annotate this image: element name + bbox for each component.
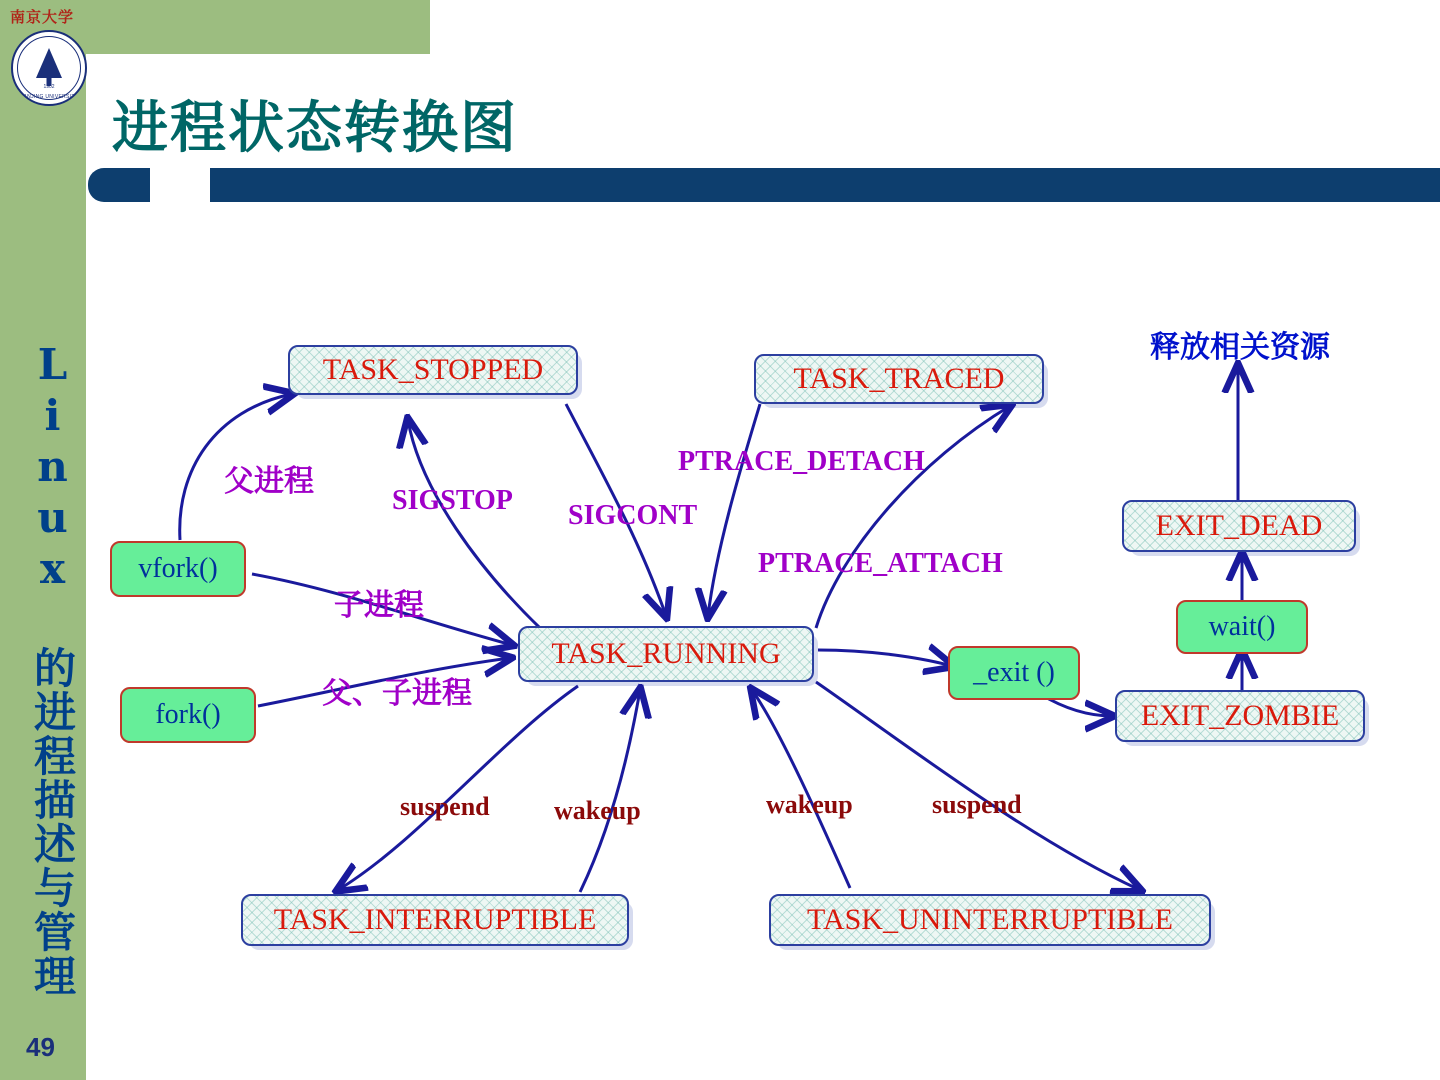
state-exit-zombie[interactable] <box>1115 690 1365 742</box>
edge-label-sigcont: SIGCONT <box>568 500 698 531</box>
state-task-running[interactable] <box>518 626 814 682</box>
edge-label-suspend-right: suspend <box>932 790 1022 819</box>
state-task-interruptible[interactable] <box>241 894 629 946</box>
edge-label-child-process: 子进程 <box>334 588 424 623</box>
logo-caption: NANJING UNIVERSITY <box>19 94 79 100</box>
state-label: TASK_INTERRUPTIBLE <box>273 903 597 936</box>
edge-label-sigstop: SIGSTOP <box>392 485 513 516</box>
state-label: EXIT_ZOMBIE <box>1140 699 1340 732</box>
call-label: _exit () <box>973 657 1055 688</box>
edge-label-suspend-left: suspend <box>400 792 490 821</box>
call-label: fork() <box>155 699 221 730</box>
edge-label-parent-and-child: 父、子进程 <box>322 676 472 711</box>
state-task-traced[interactable] <box>754 354 1044 404</box>
call-wait[interactable] <box>1176 600 1308 654</box>
call-vfork[interactable] <box>110 541 246 597</box>
call-exit[interactable] <box>948 646 1080 700</box>
state-label: TASK_STOPPED <box>322 353 544 386</box>
page-title: 进程状态转换图 <box>112 96 518 161</box>
state-label: TASK_UNINTERRUPTIBLE <box>807 903 1173 936</box>
edge-label-ptrace-detach: PTRACE_DETACH <box>678 446 925 477</box>
sidebar-vertical-title: Linux 的进程描述与管理 <box>28 340 77 998</box>
slide-number: 49 <box>26 1032 55 1062</box>
call-label: vfork() <box>138 553 218 584</box>
state-label: TASK_RUNNING <box>551 637 781 670</box>
logo-year: 1902 <box>43 84 55 90</box>
state-task-stopped[interactable] <box>288 345 578 395</box>
call-label: wait() <box>1208 611 1276 642</box>
logo-wordmark: 南京大学 <box>10 8 75 26</box>
state-label: EXIT_DEAD <box>1155 509 1323 542</box>
state-exit-dead[interactable] <box>1122 500 1356 552</box>
state-label: TASK_TRACED <box>793 362 1005 395</box>
state-task-uninterruptible[interactable] <box>769 894 1211 946</box>
edge-label-wakeup-left: wakeup <box>554 796 641 825</box>
call-fork[interactable] <box>120 687 256 743</box>
edge-label-wakeup-right: wakeup <box>766 790 853 819</box>
edge-label-ptrace-attach: PTRACE_ATTACH <box>758 548 1003 579</box>
edge-label-parent-process: 父进程 <box>224 464 314 499</box>
edge-label-release-resources: 释放相关资源 <box>1150 330 1330 365</box>
